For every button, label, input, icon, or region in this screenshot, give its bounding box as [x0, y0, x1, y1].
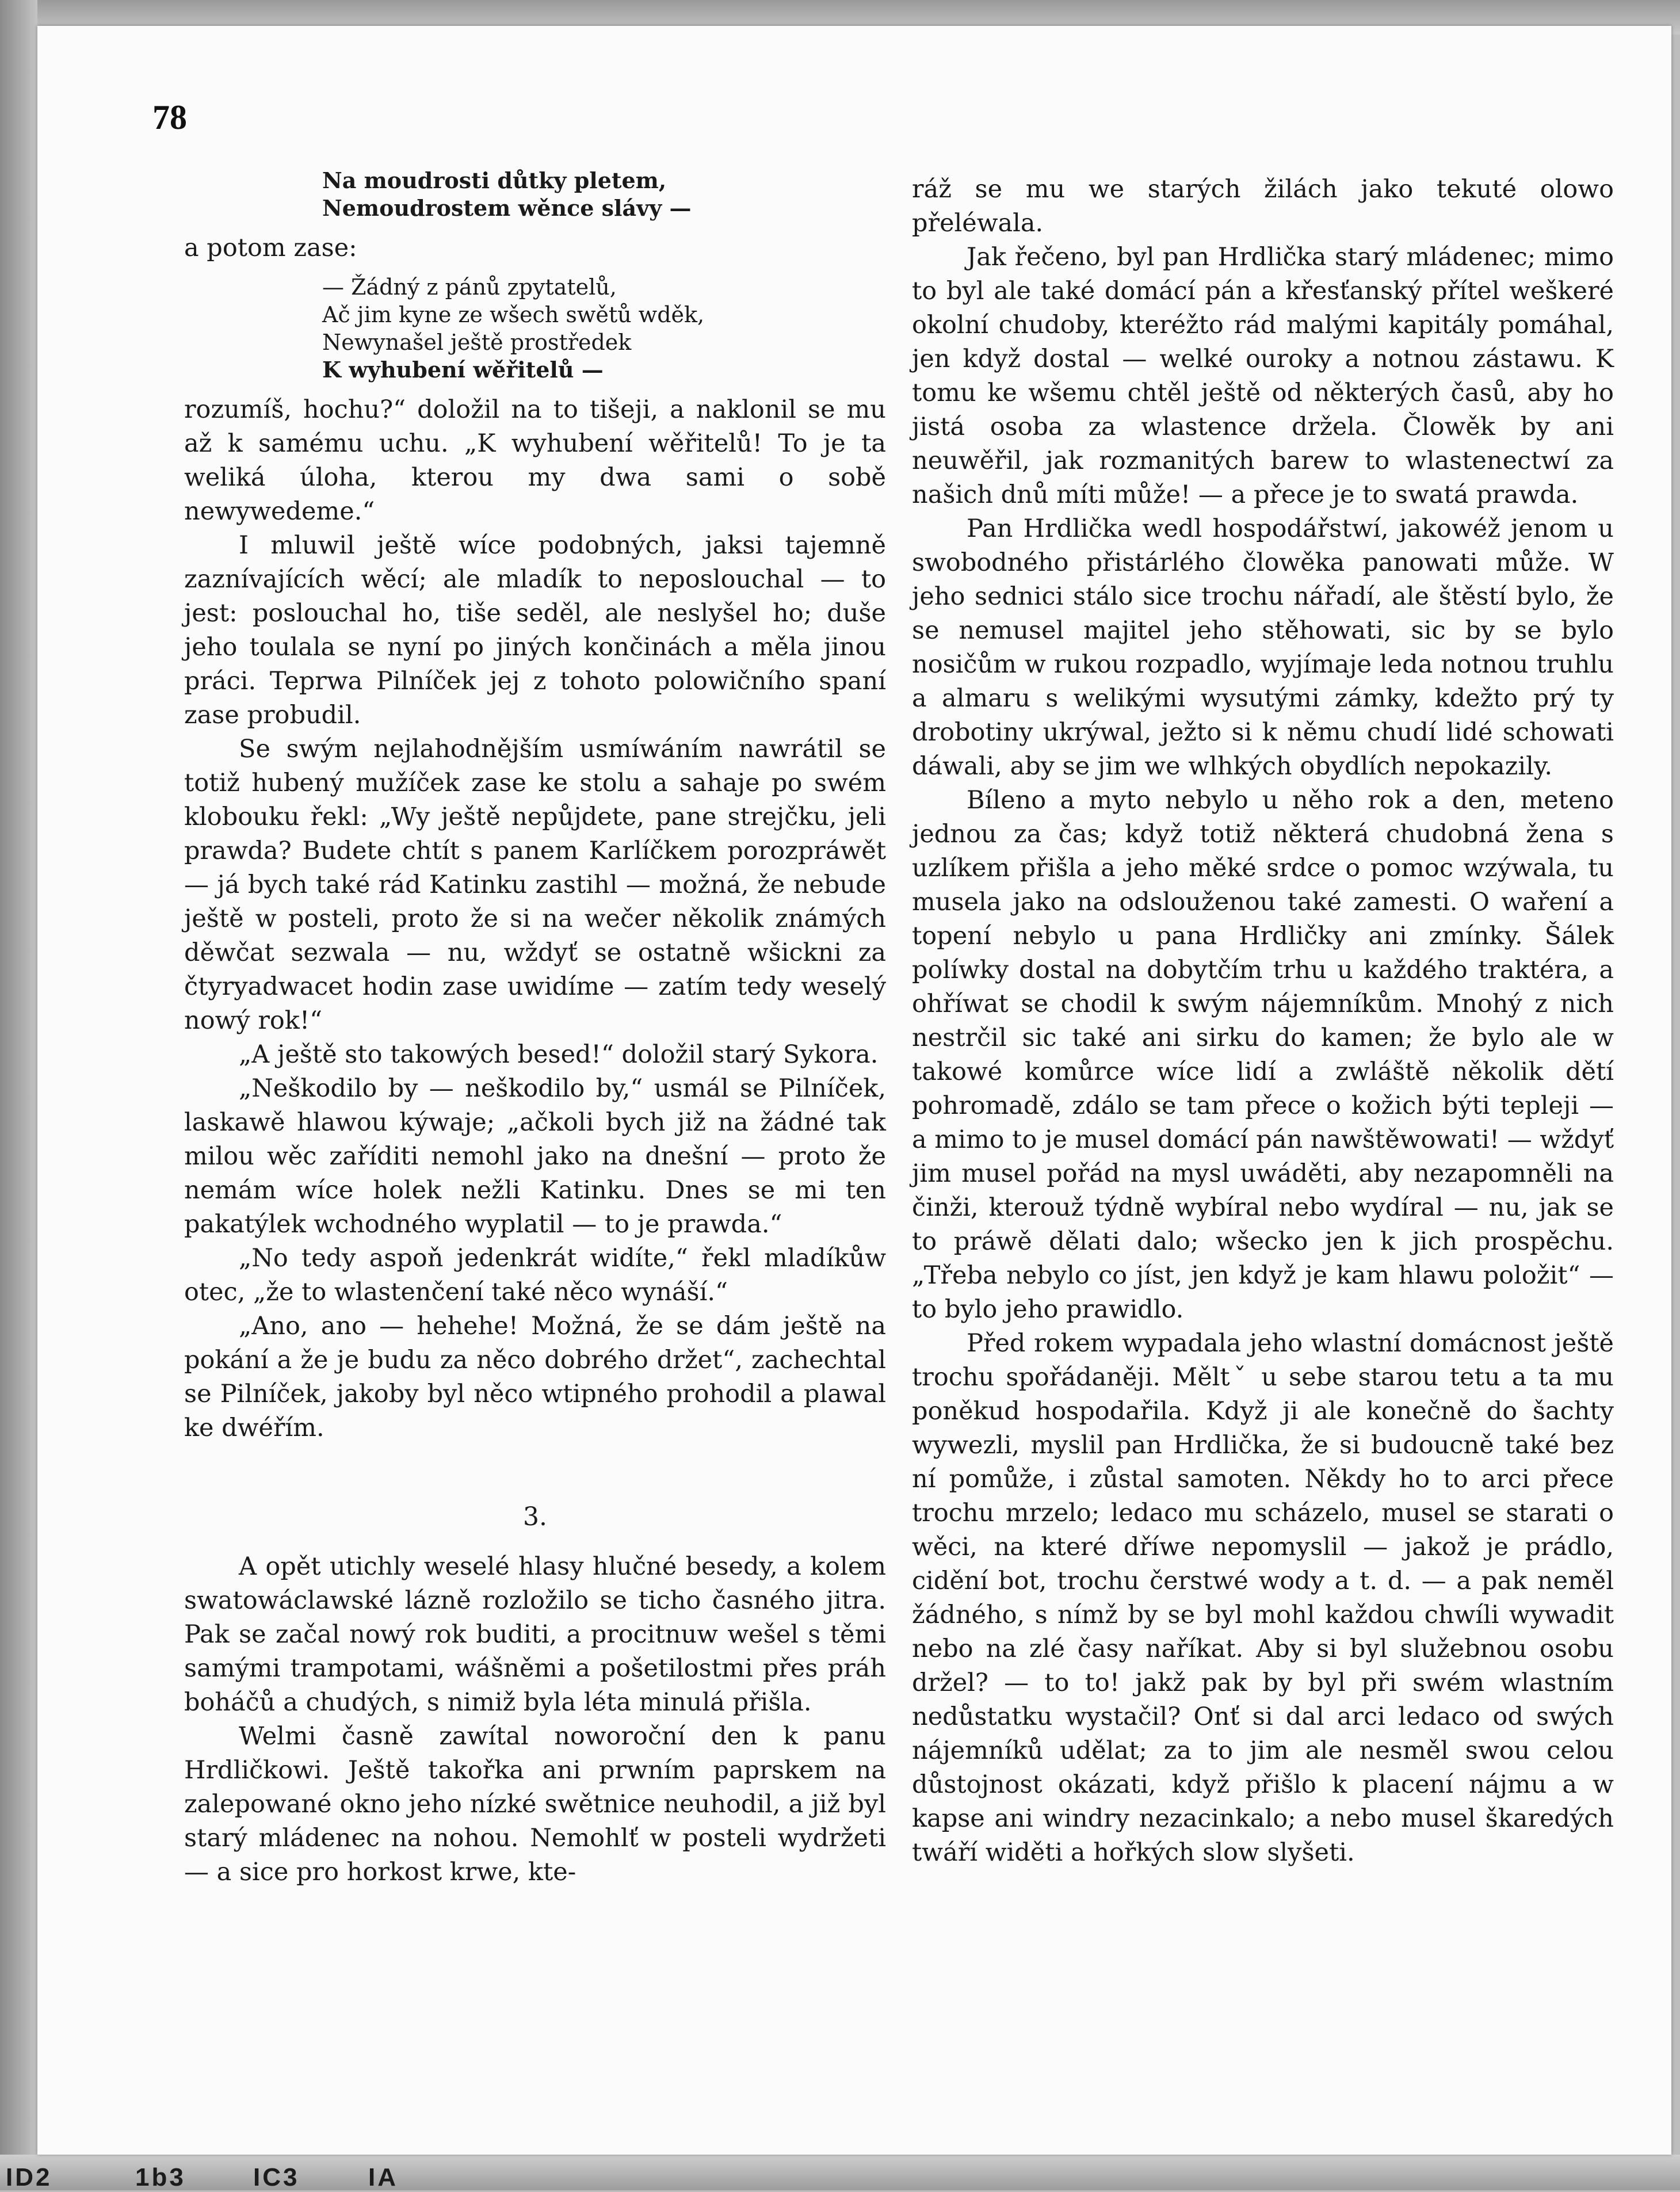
- verse-2: [322, 273, 886, 384]
- verse-intro: a potom zase:: [184, 234, 357, 262]
- paragraph: ráž se mu we starých žilách jako tekuté olowo přeléwala.: [912, 175, 1614, 238]
- verse-line: Ač jim kyne ze wšech swětů wděk,: [322, 302, 705, 327]
- paragraph: Pan Hrdlička wedl hospodářstwí, jakowéž jenom u swobodného přistárlého člowěka panowati může. W jeho sednici stálo sice trochu nářadí, ale štěstí bylo, že se nemusel majitel jeho stěhowati, sic by se bylo nosičům w rukou rozpadlo, wyjímaje leda notnou truhlu a almaru s welikými wysutými zámky, kdežto prý ty drobotiny ukrýwal, ježto si k němu chudí lidé schowati dáwali, aby se jim we wlhkých obydlích nepokazily.: [912, 514, 1614, 781]
- paragraph: Bíleno a myto nebylo u něho rok a den, meteno jednou za čas; když totiž některá chudobná žena s uzlíkem přišla a jeho měké srdce o pomoc wzýwala, tu musela jako na odslouženou také zamesti. O waření a topení nebylo u pana Hrdličky ani zmínky. Šálek políwky dostal na dobytčím trhu u každého traktéra, a ohříwat se chodil k swým nájemníkům. Mnohý z nich nestrčil sic také ani sirku do kamen; že bylo ale w takowé komůrce wíce lidí a zwláště několik dětí pohromadě, zdálo se tam přece o kožich býti tepleji — a mimo to je musel domácí pán nawštěwowati! — wždyť jim musel pořád na mysl uwáděti, aby nezapomněli na činži, kterouž týdně wybíral nebo wydíral — nu, jak se to práwě dělati dalo; wšecko jen k jich prospěchu. „Třeba nebylo co jíst, jen když je kam hlawu položit“ — to bylo jeho prawidlo.: [912, 786, 1614, 1324]
- scan-edge-left: [0, 0, 37, 2190]
- paragraph: „Neškodilo by — neškodilo by,“ usmál se Pilníček, laskawě hlawou kýwaje; „ačkoli bych již na žádné tak milou wěc zaříditi nemohl jako na dnešní — proto že nemám wíce holek nežli Katinku. Dnes se mi ten pakatýlek wchodného wyplatil — to je prawda.“: [184, 1074, 886, 1239]
- footer-mark: 1b3: [135, 2163, 186, 2191]
- verse-line: Nemoudrostem wěnce slávy —: [322, 195, 692, 221]
- right-column: [912, 173, 1614, 1870]
- paragraph: Jak řečeno, byl pan Hrdlička starý mládenec; mimo to byl ale také domácí pán a křesťanský přítel weškeré okolní chudoby, kteréžto rád malými kapitály pomáhal, jen když dostal — welké ouroky a notnou zástawu. K tomu ke wšemu chtěl ještě od některých časů, aby ho jistá osoba za wlastence držela. Člowěk by ani neuwěřil, jak rozmanitých barew to wlastenectwí za našich dnů míti může! — a přece je to swatá prawda.: [912, 243, 1614, 509]
- verse-line: K wyhubení wěřitelů —: [322, 357, 604, 383]
- footer-mark: IA: [368, 2163, 398, 2191]
- paragraph: Se swým nejlahodnějším usmíwáním nawrátil se totiž hubený mužíček zase ke stolu a sahaje po swém klobouku řekl: „Wy ještě nepůjdete, pane strejčku, jeli prawda? Budete chtít s panem Karlíčkem porozpráwět — já bych také rád Katinku zastihl — možná, že nebude ještě w posteli, proto že si na wečer několik známých děwčat sezwala — nu, wždyť se ostatně wšickni za čtyryadwacet hodin zase uwidíme — zatím tedy weselý nowý rok!“: [184, 735, 886, 1035]
- left-column: [184, 167, 886, 1889]
- paragraph: I mluwil ještě wíce podobných, jaksi tajemně zaznívajících wěcí; ale mladík to neposlouchal — to jest: poslouchal ho, tiše seděl, ale neslyšel ho; duše jeho toulala se nyní po jiných končinách a měla jinou práci. Teprwa Pilníček jej z tohoto polowičního spaní zase probudil.: [184, 531, 886, 730]
- scan-footer-marks: [0, 2163, 518, 2190]
- page-number: 78: [152, 98, 187, 136]
- verse-line: Newynašel ještě prostředek: [322, 330, 632, 355]
- paragraph: A opět utichly weselé hlasy hlučné besedy, a kolem swatowáclawské lázně rozložilo se ticho časného jitra. Pak se začal nowý rok buditi, a procitnuw wešel s těmi samými trampotami, wášněmi a pošetilostmi přes práh boháčů a chudých, s nimiž byla léta minulá přišla.: [184, 1552, 886, 1717]
- footer-mark: ID2: [6, 2163, 52, 2191]
- paragraph: „No tedy aspoň jedenkrát widíte,“ řekl mladíkůw otec, „že to wlastenčení také něco wynáší.“: [184, 1244, 886, 1307]
- paragraph: rozumíš, hochu?“ doložil na to tišeji, a naklonil se mu až k samému uchu. „K wyhubení wěřitelů! To je ta weliká úloha, kterou my dwa sami o sobě newywedeme.“: [184, 395, 886, 526]
- paragraph: „A ještě sto takowých besed!“ doložil starý Sykora.: [239, 1040, 879, 1069]
- paragraph: Před rokem wypadala jeho wlastní domácnost ještě trochu spořádaněji. Měltˇ u sebe starou tetu a ta mu poněkud hospodařila. Když ji ale konečně do šachty wywezli, myslil pan Hrdlička, že si budoucně také bez ní pomůže, i zůstal samoten. Někdy ho to arci přece trochu mrzelo; ledaco mu scházelo, musel se starati o wěci, na které dříwe nepomyslil — jakož je prádlo, cidění bot, trochu čerstwé wody a t. d. — a pak neměl žádného, s nímž by se byl mohl každou chwíli wywadit nebo na zlé časy naříkat. Aby si byl služebnou osobu držel? — to to! jakž pak by byl při swém wlastním nedůstatku wystačil? Onť si dal arci ledaco od swých nájemníků udělat; za to jim ale nesměl swou celou důstojnost okázati, když přišlo k placení nájmu a w kapse ani windry nezacinkalo; a nebo musel škaredých twáří widěti a hořkých slow slyšeti.: [912, 1329, 1614, 1867]
- paragraph: Welmi časně zawítal noworoční den k panu Hrdličkowi. Ještě takořka ani prwním paprskem na zalepowané okno jeho nízké swětnice neuhodil, a již byl starý mládenec na nohou. Nemohlť w posteli wydržeti — a sice pro horkost krwe, kte-: [184, 1722, 886, 1887]
- paragraph: „Ano, ano — hehehe! Možná, že se dám ještě na pokání a že je budu za něco dobrého držet“, zachechtal se Pilníček, jakoby byl něco wtipného prohodil a plawal ke dwéřím.: [184, 1312, 886, 1442]
- section-number: 3.: [523, 1502, 547, 1532]
- footer-mark: IC3: [253, 2163, 300, 2191]
- verse-line: — Žádný z pánů zpytatelů,: [322, 274, 617, 300]
- verse-1: [322, 167, 886, 222]
- verse-line: Na moudrosti důtky pletem,: [322, 167, 667, 193]
